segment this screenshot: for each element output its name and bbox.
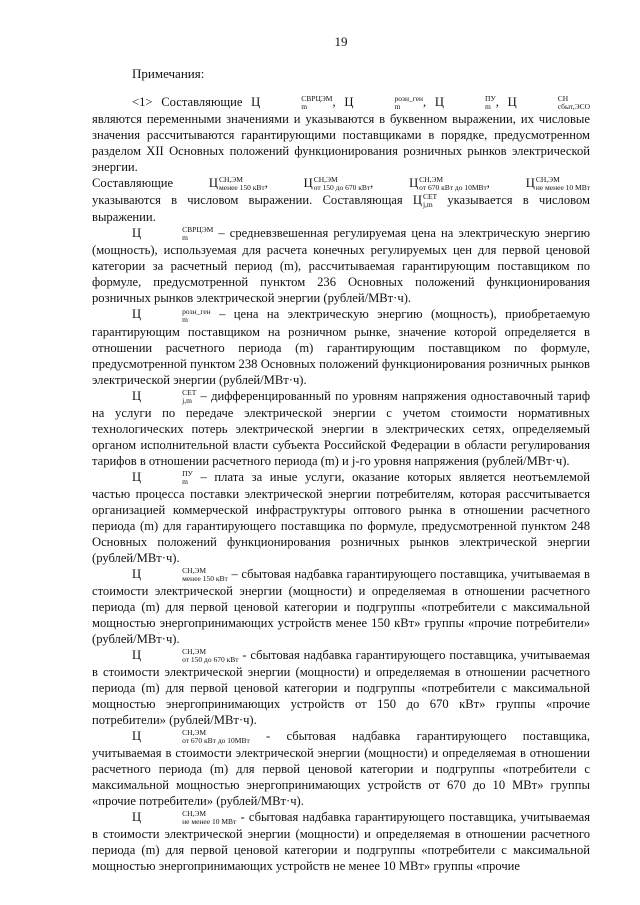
definition-text: - сбытовая надбавка гарантирующего поставщика, учитываемая в стоимости электрической энергии (мощности) и определяемая в отношении расчетного периода (m) для первой ценовой категории и подгруппы «потребители с максимальной мощностью энергопринимающих устройств от 150 до 670 кВт» группы «прочие потребители» (рублей/МВт·ч). [92, 647, 590, 727]
components-row [92, 175, 590, 192]
definition-paragraph [92, 809, 590, 874]
definition-text: – сбытовая надбавка гарантирующего поставщика, учитываемая в стоимости электрической энергии (мощности) и определяемая в отношении расчетного периода (m) для первой ценовой категории и подгруппы «потребители с максимальной мощностью энергопринимающих устройств менее 150 кВт» группы «прочие потребители» (рублей/МВт·ч). [92, 566, 590, 646]
symbol-sn-sbyt: Ц СН сбыт,ЭСО [507, 94, 590, 112]
symbol-svrcem: Ц СВРЦЭМ m [251, 94, 333, 112]
note-marker: <1> [132, 95, 153, 109]
definition-paragraph [92, 225, 590, 306]
definition-symbol: Ц СН,ЭМ от 670 кВт до 10МВт [132, 728, 250, 746]
symbol-150-670: Ц СН,ЭМ от 150 до 670 кВт , [303, 175, 374, 193]
symbol-10mw: Ц СН,ЭМ не менее 10 МВт [525, 175, 590, 193]
definition-paragraph [92, 306, 590, 387]
definition-symbol: Ц СН,ЭМ менее 150 кВт [132, 565, 228, 583]
definition-symbol: Ц розн_ген m [132, 306, 211, 324]
definition-paragraph [92, 647, 590, 728]
definition-paragraph [92, 728, 590, 809]
definition-text: – средневзвешенная регулируемая цена на электрическую энергию (мощность), используемая для расчета конечных регулируемых цен для первой ценовой категории за расчетный период (m), рассчитываемая гарантирующим поставщиком по формуле, предусмотренной пунктом 236 Основных положений функционирования розничных рынков электрической энергии (рублей/МВт·ч). [92, 226, 590, 306]
definition-symbol: Ц СЕТ j,m [132, 387, 197, 405]
definition-symbol: Ц СН,ЭМ не менее 10 МВт [132, 809, 237, 827]
definition-paragraph [92, 566, 590, 647]
note-1-paragraph: <1> Составляющие Ц СВРЦЭМ m , Ц розн_ген m , Ц ПУ m , Ц СН сбыт,ЭСО являются переменными значениями и указываются в буквенном выражении, их числовые значения рассчитываются гарантирующими поставщиками в порядке, предусмотренном разделом XII Основных положений функционирования розничных рынков электрической энергии. [92, 94, 590, 175]
symbol-670-10mw: Ц СН,ЭМ от 670 кВт до 10МВт , [409, 175, 490, 193]
definition-text: - сбытовая надбавка гарантирующего поставщика, учитываемая в стоимости электрической энергии (мощности) и определяемая в отношении расчетного периода (m) для первой ценовой категории и подгруппы «потребители с максимальной мощностью энергопринимающих устройств от 670 до 10 МВт» группы «прочие потребители» (рублей/МВт·ч). [92, 728, 590, 809]
definition-paragraph [92, 388, 590, 469]
definitions-list [92, 225, 590, 874]
definition-text: – цена на электрическую энергию (мощность), приобретаемую гарантирующим поставщиком на розничном рынке, значение которой определяется в отношении расчетного периода (m) гарантирующим поставщиком по формуле, предусмотренной пунктом 238 Основных положений функционирования розничных рынков электрической энергии (рублей/МВт·ч). [92, 307, 590, 387]
symbol-pu: Ц ПУ m [434, 94, 496, 112]
symbol-set: Ц СЕТ j,m [412, 192, 438, 210]
components-paragraph: указываются в числовом выражении. Составляющая Ц СЕТ j,m указывается в числовом выражении. [92, 192, 591, 225]
components-lead: Составляющие [92, 176, 174, 191]
definition-text: - сбытовая надбавка гарантирующего поставщика, учитываемая в стоимости электрической энергии (мощности) и определяемая в отношении расчетного периода (m) для первой ценовой категории и подгруппы «потребители с максимальной мощностью энергопринимающих устройств не менее 10 МВт» группы «прочие [92, 810, 590, 874]
note-lead: Составляющие [161, 95, 243, 109]
definition-text: – плата за иные услуги, оказание которых является неотъемлемой частью процесса поставки электрической энергии потребителям, которая рассчитывается организацией коммерческой инфраструктуры оптового рынка в отношении расчетного периода (m) для гарантирующего поставщика по формуле, предусмотренной пунктом 248 Основных положений функционирования розничных рынков электрической энергии (рублей/МВт·ч). [92, 469, 590, 565]
definition-symbol: Ц СН,ЭМ от 150 до 670 кВт [132, 646, 239, 664]
definition-paragraph [92, 469, 590, 566]
definition-symbol: Ц СВРЦЭМ m [132, 225, 214, 243]
symbol-rozn-gen: Ц розн_ген m [344, 94, 424, 112]
symbol-less-150: Ц СН,ЭМ менее 150 кВт , [208, 175, 268, 193]
notes-title: Примечания: [132, 66, 205, 81]
definition-text: – дифференцированный по уровням напряжения одноставочный тариф на услуги по передаче электрической энергии с учетом стоимости нормативных технологических потерь электрической энергии в электрических сетях, определяемый органом исполнительной власти субъекта Российской Федерации в области регулирования тарифов в отношении расчетного периода (m) и j-го уровня напряжения (рублей/МВт·ч). [92, 388, 590, 468]
page-number: 19 [334, 34, 348, 49]
note-1-text: являются переменными значениями и указываются в буквенном выражении, их числовые значения рассчитываются гарантирующими поставщиками в порядке, предусмотренном разделом XII Основных положений функционирования розничных рынков электрической энергии. [92, 112, 590, 175]
definition-symbol: Ц ПУ m [132, 468, 193, 486]
